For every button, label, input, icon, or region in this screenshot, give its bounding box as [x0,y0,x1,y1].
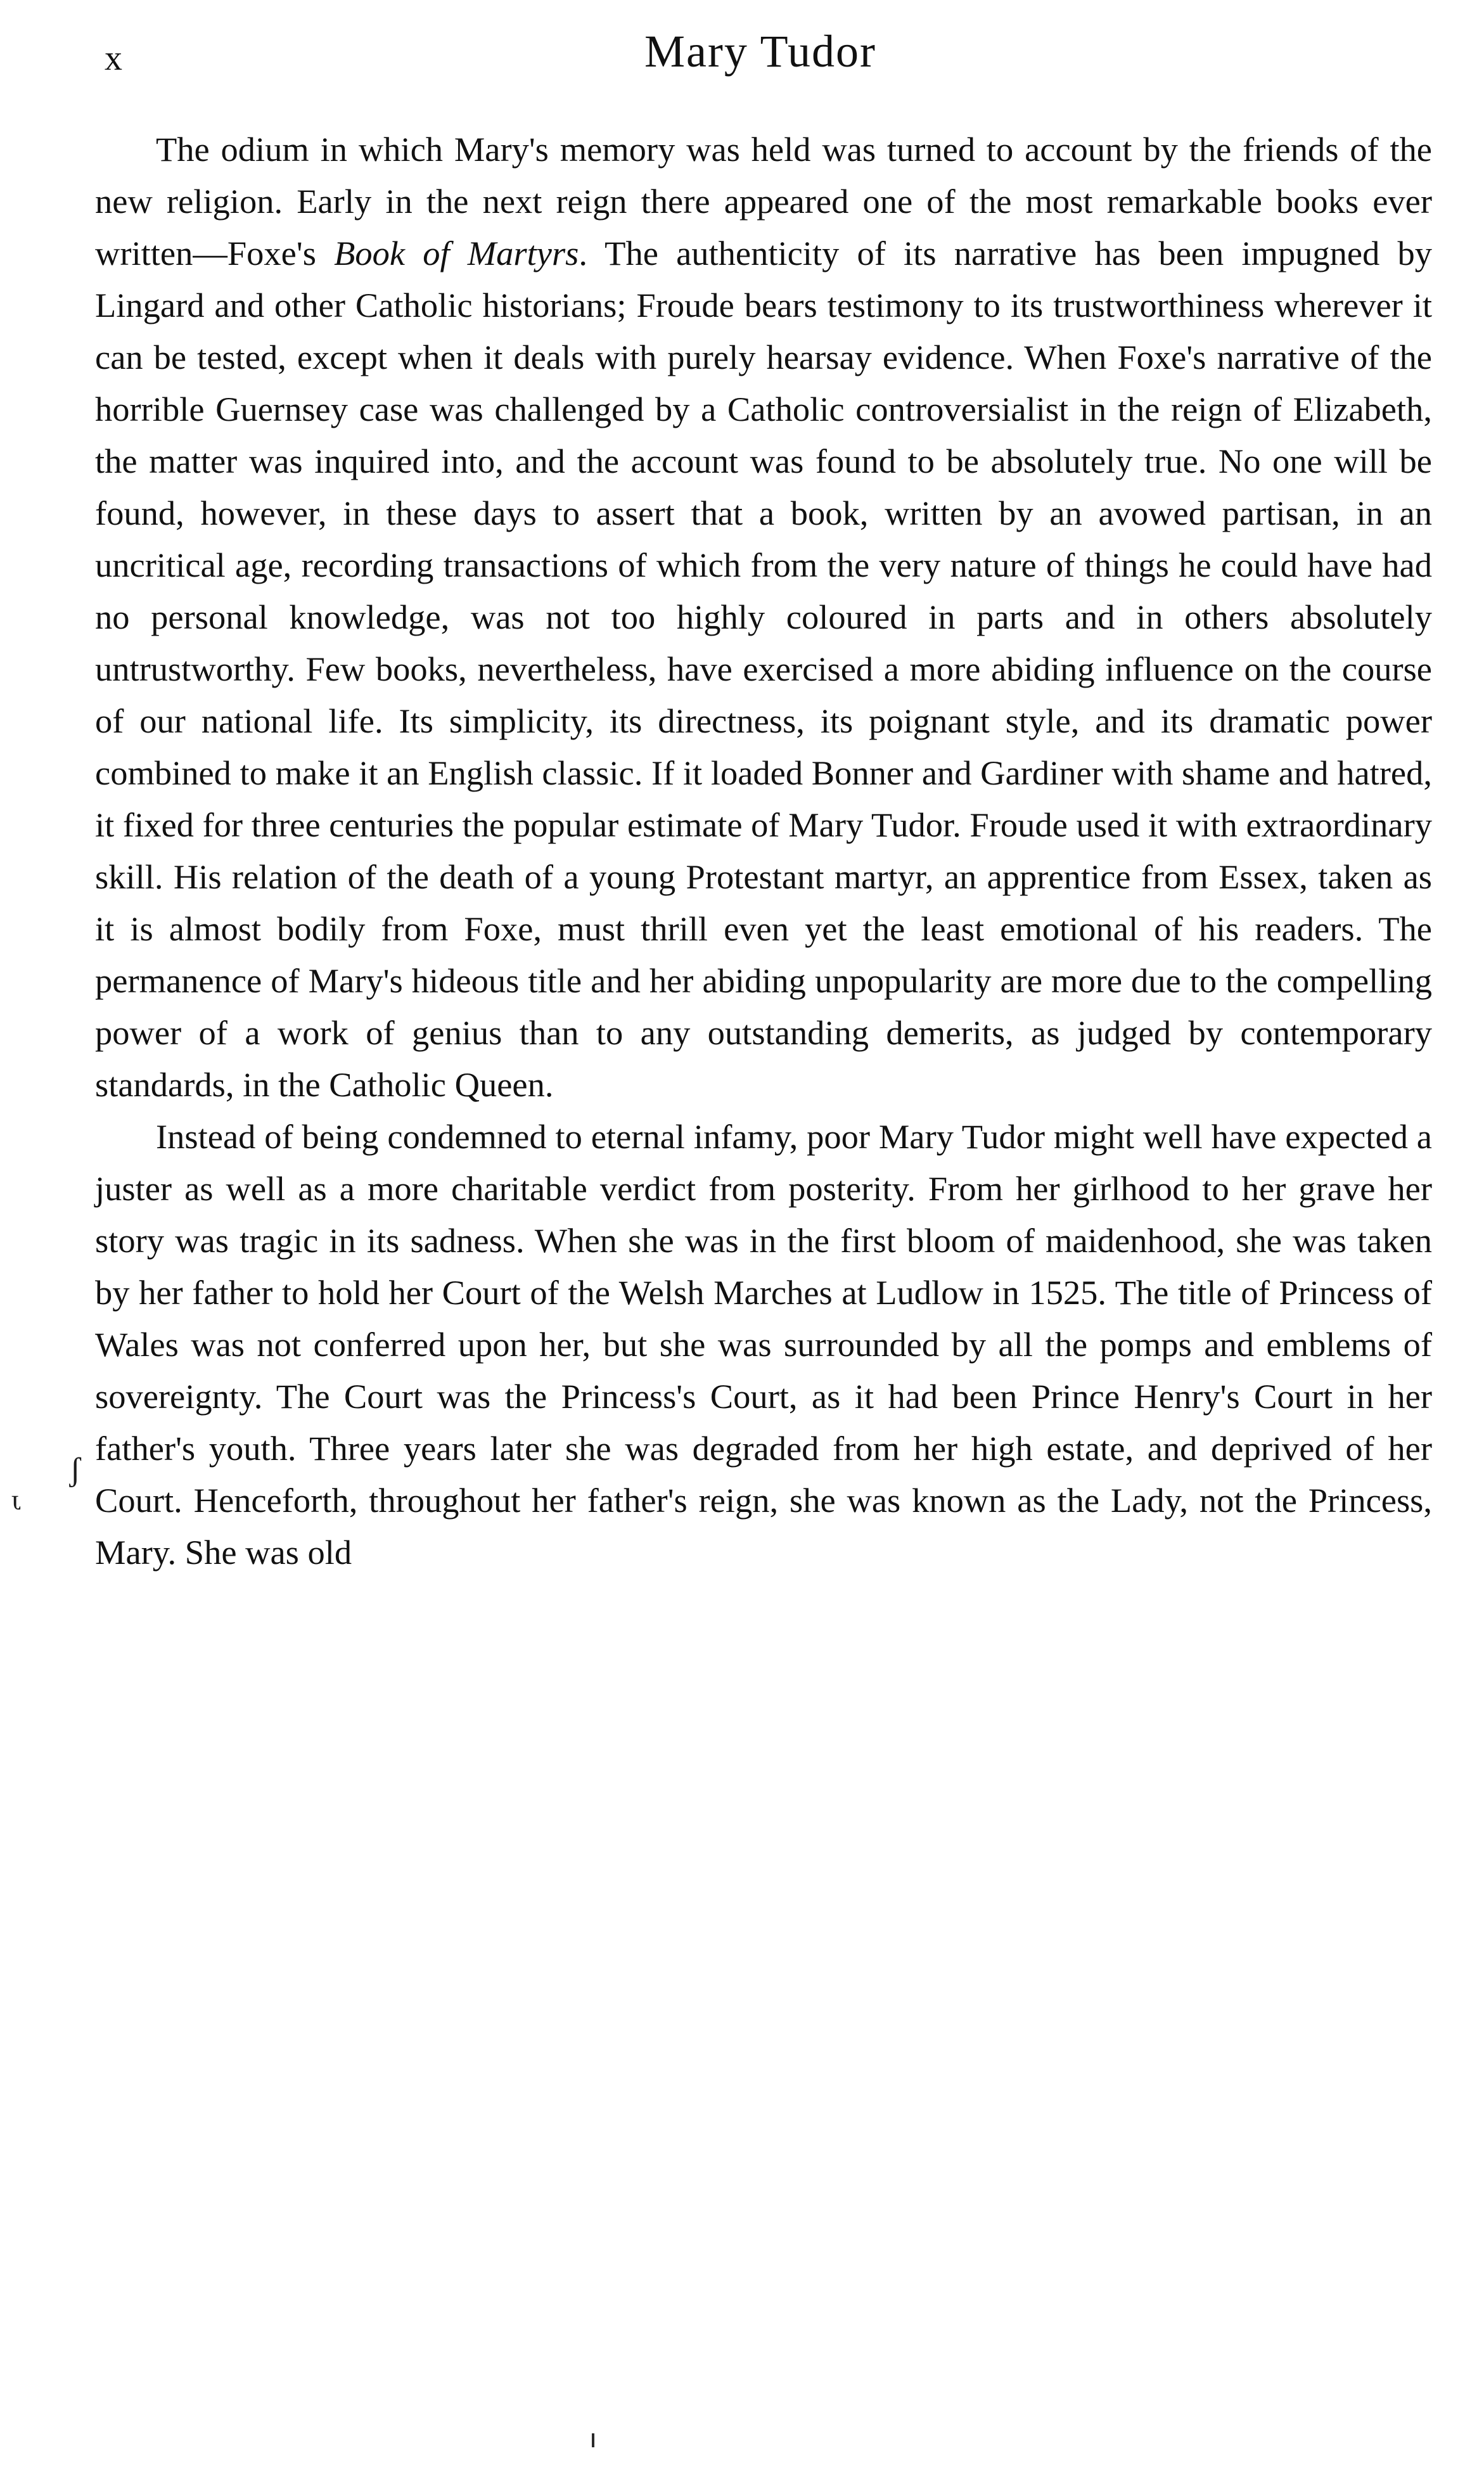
paragraph: Instead of being condemned to eternal infamy, poor Mary Tudor might well have expected a juster as well as a more charitable verdict from posterity. From her girlhood to her grave her story was tragic in its sadness. When she was in the first bloom of maidenhood, she was taken by her father to hold her Court of the Welsh Marches at Ludlow in 1525. The title of Princess of Wales was not conferred upon her, but she was surrounded by all the pomps and emblems of sovereignty. The Court was the Princess's Court, as it had been Prince Henry's Court in her father's youth. Three years later she was degraded from her high estate, and deprived of her Court. Henceforth, throughout her father's reign, she was known as the Lady, not the Princess, Mary. She was old [95,1117,1432,1572]
italic-title: Book of Martyrs [334,234,579,272]
running-title: Mary Tudor [644,26,877,77]
page-header [95,25,1426,108]
margin-hook-mark: ɿ [11,1490,22,1522]
page-bottom-tick [592,2433,594,2447]
paragraph: The odium in which Mary's memory was held was turned to account by the friends of the new religion. Early in the next reign there appeared one of the most remarkable books ever written—Foxe's Book of Martyrs. The authenticity of its narrative has been impugned by Lingard and other Catholic historians; Froude bears testimony to its trustworthiness wherever it can be tested, except when it deals with purely hearsay evidence. When Foxe's narrative of the horrible Guernsey case was challenged by a Catholic controversialist in the reign of Elizabeth, the matter was inquired into, and the account was found to be absolutely true. No one will be found, however, in these days to assert that a book, written by an avowed partisan, in an uncritical age, recording transactions of which from the very nature of things he could have had no personal knowledge, was not too highly coloured in parts and in others absolutely untrustworthy. Few books, nevertheless, have exercised a more abiding influence on the course of our national life. Its simplicity, its directness, its poignant style, and its dramatic power combined to make it an English classic. If it loaded Bonner and Gardiner with shame and hatred, it fixed for three centuries the popular estimate of Mary Tudor. Froude used it with extraordinary skill. His relation of the death of a young Protestant martyr, an apprentice from Essex, taken as it is almost bodily from Foxe, must thrill even yet the least emotional of his readers. The permanence of Mary's hideous title and her abiding unpopularity are more due to the compelling power of a work of genius than to any outstanding demerits, as judged by contemporary standards, in the Catholic Queen. [95,130,1432,1104]
body-text [95,124,1432,1579]
folio-number: x [105,39,123,78]
margin-bracket-mark: ʃ [70,1452,81,1488]
